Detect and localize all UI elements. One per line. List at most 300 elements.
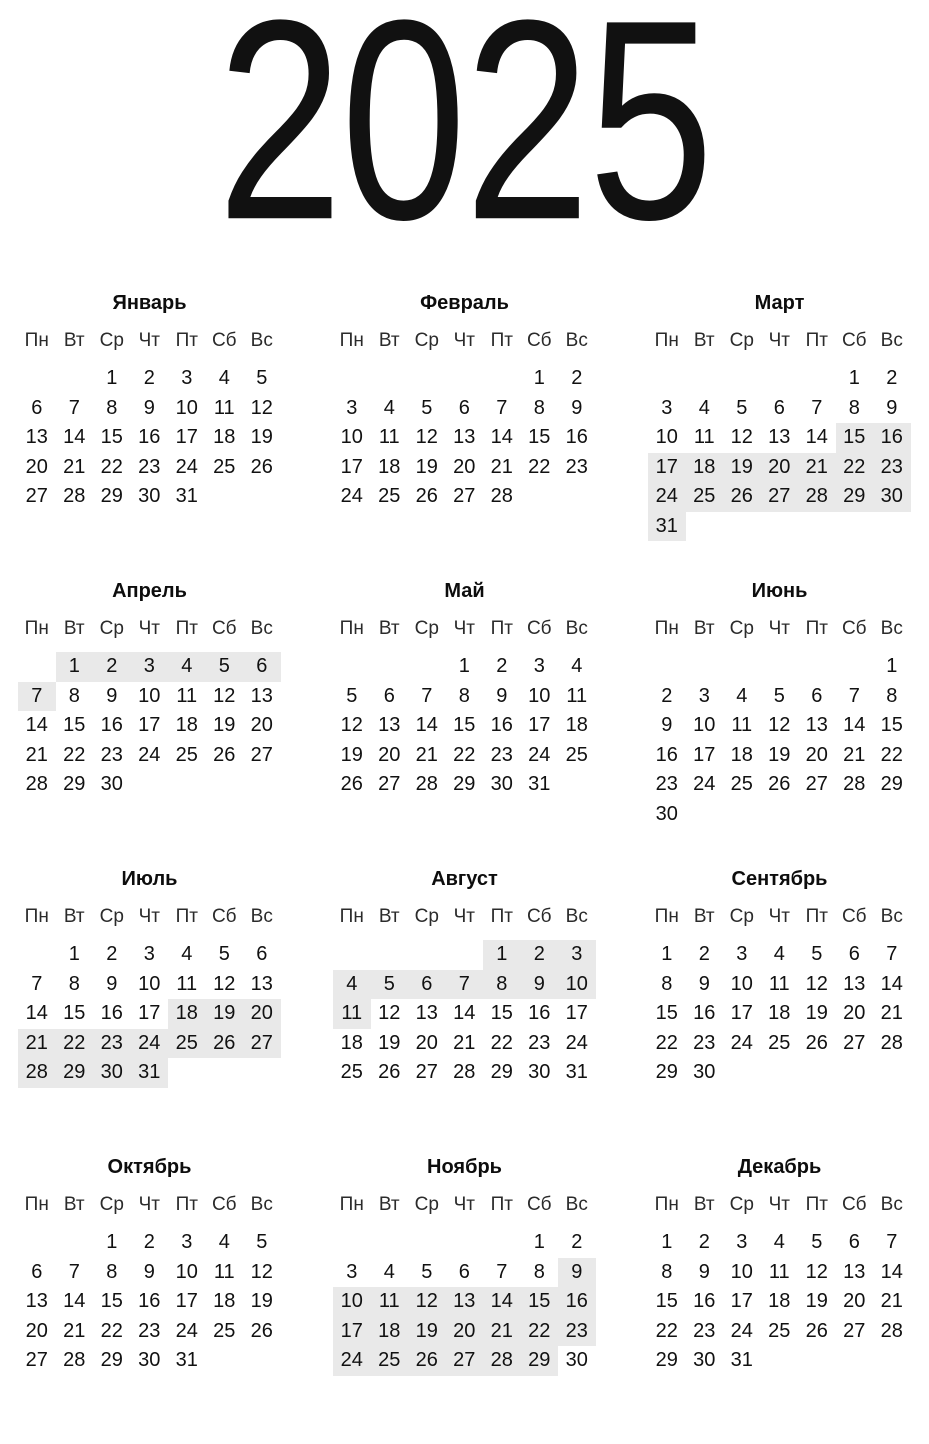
day-cell: 6	[31, 1260, 43, 1283]
day-cell: 20	[843, 1290, 866, 1312]
weekday-header: Вс	[565, 330, 588, 351]
day-cell: 18	[565, 714, 588, 736]
month-grid	[333, 326, 596, 512]
day-cell: 5	[773, 684, 785, 707]
day-cell: 28	[490, 485, 513, 507]
year-header	[0, 0, 929, 279]
day-cell: 5	[421, 396, 433, 419]
day-cell: 27	[843, 1319, 866, 1342]
day-cell: 10	[138, 972, 161, 995]
day-cell: 3	[346, 1260, 358, 1283]
day-cell: 11	[731, 714, 753, 736]
day-cell: 19	[805, 1290, 828, 1312]
day-cell: 29	[655, 1061, 678, 1083]
day-cell: 12	[415, 426, 438, 448]
day-cell: 5	[346, 684, 358, 707]
day-cell: 28	[63, 1349, 86, 1371]
empty-cell	[798, 512, 836, 542]
day-cell: 5	[421, 1260, 433, 1283]
day-cell: 15	[63, 714, 86, 736]
day-cell: 13	[453, 426, 476, 448]
day-cell: 16	[528, 1002, 551, 1024]
empty-cell	[761, 512, 799, 542]
day-cell: 9	[106, 684, 118, 707]
day-cell: 2	[143, 367, 155, 389]
empty-cell	[761, 1346, 799, 1376]
empty-cell	[836, 800, 874, 830]
day-cell: 28	[483, 1346, 521, 1376]
day-cell: 14	[415, 714, 438, 736]
day-cell: 23	[693, 1319, 716, 1342]
day-cell: 20	[761, 453, 799, 483]
day-cell: 14	[880, 1260, 903, 1283]
day-cell: 29	[880, 773, 903, 795]
empty-cell	[333, 652, 371, 682]
day-cell: 13	[843, 972, 866, 995]
day-cell: 15	[528, 426, 551, 448]
day-cell: 4	[218, 1231, 230, 1253]
weekday-header: Пн	[339, 1194, 364, 1215]
day-cell: 29	[56, 1058, 94, 1088]
day-cell: 18	[768, 1290, 791, 1312]
day-cell: 1	[533, 1231, 545, 1253]
weekday-header: Ср	[729, 330, 754, 351]
day-cell: 25	[168, 1029, 206, 1059]
day-cell: 29	[655, 1349, 678, 1371]
day-cell: 25	[371, 1346, 409, 1376]
day-cell: 15	[100, 1290, 123, 1312]
day-cell: 26	[805, 1031, 828, 1054]
empty-cell	[243, 770, 281, 800]
empty-cell	[761, 1058, 799, 1088]
month-2	[333, 292, 596, 512]
weekday-header: Вс	[565, 906, 588, 927]
weekday-header: Ср	[414, 618, 439, 639]
day-cell: 4	[383, 396, 395, 419]
weekday-header: Вс	[880, 906, 903, 927]
day-cell: 27	[250, 743, 273, 766]
weekday-header: Пт	[175, 906, 198, 927]
day-cell: 21	[18, 1029, 56, 1059]
day-cell: 31	[131, 1058, 169, 1088]
day-cell: 16	[100, 1002, 123, 1024]
day-cell: 12	[340, 714, 363, 736]
day-cell: 12	[213, 972, 236, 995]
weekday-header: Пт	[175, 1194, 198, 1215]
empty-cell	[446, 364, 484, 394]
day-cell: 5	[256, 1231, 268, 1253]
day-cell: 8	[533, 1260, 545, 1283]
day-cell: 14	[25, 714, 48, 736]
day-cell: 31	[175, 485, 198, 507]
day-cell: 9	[521, 970, 559, 1000]
day-cell: 29	[490, 1061, 513, 1083]
weekday-header: Пт	[175, 330, 198, 351]
empty-cell	[18, 940, 56, 970]
day-cell: 24	[333, 1346, 371, 1376]
day-cell: 25	[175, 743, 198, 766]
day-cell: 19	[340, 743, 363, 766]
day-cell: 4	[218, 367, 230, 389]
day-cell: 1	[661, 943, 673, 965]
day-cell: 8	[483, 970, 521, 1000]
day-cell: 30	[693, 1349, 716, 1371]
weekday-header: Пт	[805, 906, 828, 927]
day-cell: 13	[768, 426, 791, 448]
day-cell: 26	[378, 1061, 401, 1083]
day-cell: 28	[415, 773, 438, 795]
day-cell: 8	[533, 396, 545, 419]
day-cell: 26	[250, 455, 273, 478]
day-cell: 15	[521, 1287, 559, 1317]
weekday-header: Вт	[693, 906, 715, 927]
day-cell: 29	[836, 482, 874, 512]
day-cell: 2	[571, 1231, 583, 1253]
empty-cell	[558, 770, 596, 800]
months-grid	[0, 292, 929, 1444]
month-title: Декабрь	[737, 1156, 822, 1178]
weekday-header: Чт	[768, 330, 790, 351]
day-cell: 31	[175, 1349, 198, 1371]
day-cell: 30	[565, 1349, 588, 1371]
day-cell: 30	[528, 1061, 551, 1083]
weekday-header: Сб	[211, 618, 237, 639]
day-cell: 14	[490, 426, 513, 448]
day-cell: 9	[886, 396, 898, 419]
day-cell: 14	[880, 972, 903, 995]
weekday-header: Пт	[490, 618, 513, 639]
day-cell: 11	[378, 426, 400, 448]
day-cell: 23	[93, 1029, 131, 1059]
weekday-header: Пн	[654, 1194, 679, 1215]
month-8	[333, 868, 596, 1088]
day-cell: 21	[483, 1317, 521, 1347]
day-cell: 28	[453, 1061, 476, 1083]
month-grid	[648, 614, 911, 829]
day-cell: 18	[175, 714, 198, 736]
day-cell: 17	[175, 426, 198, 448]
weekday-header: Вт	[693, 618, 715, 639]
empty-cell	[168, 770, 206, 800]
empty-cell	[206, 1058, 244, 1088]
weekday-header: Вт	[63, 330, 85, 351]
day-cell: 10	[138, 684, 161, 707]
day-cell: 8	[106, 396, 118, 419]
weekday-header: Вс	[250, 618, 273, 639]
month-grid	[333, 614, 596, 800]
day-cell: 15	[655, 1290, 678, 1312]
month-grid	[18, 614, 281, 800]
month-11	[333, 1156, 596, 1376]
weekday-header: Вт	[63, 618, 85, 639]
day-cell: 24	[730, 1031, 753, 1054]
empty-cell	[18, 1228, 56, 1258]
day-cell: 24	[730, 1319, 753, 1342]
empty-cell	[723, 1058, 761, 1088]
empty-cell	[723, 652, 761, 682]
day-cell: 12	[250, 396, 273, 419]
day-cell: 21	[880, 1290, 903, 1312]
day-cell: 2	[571, 367, 583, 389]
weekday-header: Ср	[729, 906, 754, 927]
day-cell: 7	[421, 684, 433, 707]
day-cell: 27	[761, 482, 799, 512]
day-cell: 31	[730, 1349, 753, 1371]
day-cell: 23	[558, 1317, 596, 1347]
weekday-header: Пн	[24, 1194, 49, 1215]
day-cell: 29	[100, 1349, 123, 1371]
day-cell: 2	[698, 943, 710, 965]
day-cell: 12	[408, 1287, 446, 1317]
day-cell: 19	[213, 714, 236, 736]
day-cell: 15	[63, 1002, 86, 1024]
day-cell: 1	[458, 655, 470, 677]
day-cell: 6	[243, 652, 281, 682]
day-cell: 5	[736, 396, 748, 419]
day-cell: 27	[378, 773, 401, 795]
weekday-header: Сб	[841, 906, 867, 927]
weekday-header: Вт	[378, 618, 400, 639]
day-cell: 30	[138, 1349, 161, 1371]
month-title: Январь	[112, 292, 187, 314]
day-cell: 6	[383, 684, 395, 707]
empty-cell	[648, 364, 686, 394]
weekday-header: Вс	[880, 330, 903, 351]
day-cell: 30	[693, 1061, 716, 1083]
day-cell: 27	[843, 1031, 866, 1054]
day-cell: 22	[63, 743, 86, 766]
day-cell: 1	[661, 1231, 673, 1253]
empty-cell	[408, 364, 446, 394]
day-cell: 23	[873, 453, 911, 483]
day-cell: 9	[143, 1260, 155, 1283]
day-cell: 14	[843, 714, 866, 736]
day-cell: 15	[836, 423, 874, 453]
day-cell: 30	[655, 802, 678, 825]
day-cell: 10	[175, 1260, 198, 1283]
day-cell: 2	[106, 943, 118, 965]
weekday-header: Чт	[453, 906, 475, 927]
day-cell: 21	[798, 453, 836, 483]
day-cell: 9	[558, 1258, 596, 1288]
weekday-header: Пн	[339, 618, 364, 639]
day-cell: 18	[730, 743, 753, 766]
day-cell: 4	[181, 943, 193, 965]
day-cell: 22	[655, 1319, 678, 1342]
empty-cell	[686, 800, 724, 830]
month-7	[18, 868, 281, 1088]
day-cell: 20	[250, 714, 273, 736]
month-title: Февраль	[420, 292, 509, 314]
day-cell: 25	[213, 1319, 236, 1342]
day-cell: 20	[415, 1031, 438, 1054]
month-title: Август	[431, 868, 498, 890]
weekday-header: Пн	[339, 906, 364, 927]
day-cell: 5	[811, 943, 823, 965]
day-cell: 12	[730, 426, 753, 448]
day-cell: 30	[138, 485, 161, 507]
day-cell: 17	[333, 1317, 371, 1347]
day-cell: 14	[25, 1002, 48, 1024]
day-cell: 7	[886, 1231, 898, 1253]
day-cell: 30	[93, 1058, 131, 1088]
day-cell: 8	[458, 684, 470, 707]
day-cell: 7	[31, 972, 43, 995]
day-cell: 10	[558, 970, 596, 1000]
day-cell: 27	[805, 773, 828, 795]
day-cell: 9	[106, 972, 118, 995]
day-cell: 16	[565, 426, 588, 448]
day-cell: 26	[805, 1319, 828, 1342]
weekday-header: Вт	[63, 1194, 85, 1215]
day-cell: 10	[693, 714, 716, 736]
weekday-header: Вт	[63, 906, 85, 927]
day-cell: 20	[243, 999, 281, 1029]
empty-cell	[408, 652, 446, 682]
empty-cell	[56, 364, 94, 394]
weekday-header: Пн	[654, 618, 679, 639]
weekday-header: Чт	[138, 1194, 160, 1215]
weekday-header: Сб	[526, 618, 552, 639]
day-cell: 3	[181, 367, 193, 389]
day-cell: 14	[805, 426, 828, 448]
day-cell: 11	[176, 972, 198, 995]
day-cell: 6	[848, 943, 860, 965]
weekday-header: Сб	[211, 330, 237, 351]
day-cell: 17	[138, 1002, 161, 1024]
day-cell: 20	[805, 743, 828, 766]
weekday-header: Чт	[138, 618, 160, 639]
day-cell: 27	[243, 1029, 281, 1059]
day-cell: 21	[25, 743, 48, 766]
day-cell: 14	[63, 426, 86, 448]
empty-cell	[243, 482, 281, 512]
day-cell: 19	[378, 1031, 401, 1054]
day-cell: 21	[490, 455, 513, 478]
day-cell: 10	[730, 1260, 753, 1283]
empty-cell	[798, 1346, 836, 1376]
weekday-header: Сб	[526, 906, 552, 927]
day-cell: 21	[880, 1002, 903, 1024]
day-cell: 18	[768, 1002, 791, 1024]
day-cell: 12	[768, 714, 791, 736]
month-grid	[18, 902, 281, 1088]
day-cell: 26	[415, 485, 438, 507]
weekday-header: Ср	[729, 618, 754, 639]
weekday-header: Ср	[99, 330, 124, 351]
day-cell: 8	[68, 684, 80, 707]
day-cell: 15	[655, 1002, 678, 1024]
day-cell: 9	[496, 684, 508, 707]
day-cell: 5	[811, 1231, 823, 1253]
day-cell: 7	[68, 396, 80, 419]
day-cell: 9	[571, 396, 583, 419]
day-cell: 11	[213, 396, 235, 419]
day-cell: 21	[453, 1031, 476, 1054]
empty-cell	[686, 364, 724, 394]
weekday-header: Пт	[805, 330, 828, 351]
day-cell: 20	[25, 455, 48, 478]
day-cell: 21	[415, 743, 438, 766]
month-title: Ноябрь	[427, 1156, 502, 1178]
day-cell: 4	[571, 655, 583, 677]
day-cell: 9	[661, 714, 673, 736]
month-grid	[18, 1190, 281, 1376]
day-cell: 16	[138, 1290, 161, 1312]
day-cell: 1	[68, 943, 80, 965]
day-cell: 2	[496, 655, 508, 677]
day-cell: 20	[843, 1002, 866, 1024]
weekday-header: Ср	[99, 1194, 124, 1215]
empty-cell	[836, 652, 874, 682]
day-cell: 13	[378, 714, 401, 736]
empty-cell	[686, 652, 724, 682]
weekday-header: Вс	[250, 330, 273, 351]
empty-cell	[483, 364, 521, 394]
day-cell: 7	[811, 396, 823, 419]
day-cell: 24	[131, 1029, 169, 1059]
day-cell: 27	[25, 485, 48, 507]
day-cell: 8	[661, 972, 673, 995]
day-cell: 2	[698, 1231, 710, 1253]
weekday-header: Чт	[453, 618, 475, 639]
day-cell: 7	[496, 1260, 508, 1283]
day-cell: 4	[698, 396, 710, 419]
day-cell: 12	[378, 1002, 401, 1024]
weekday-header: Вт	[693, 330, 715, 351]
day-cell: 20	[378, 743, 401, 766]
day-cell: 16	[655, 743, 678, 766]
day-cell: 18	[213, 426, 236, 448]
day-cell: 28	[798, 482, 836, 512]
day-cell: 22	[56, 1029, 94, 1059]
day-cell: 11	[768, 1260, 790, 1283]
day-cell: 11	[768, 972, 790, 995]
day-cell: 25	[686, 482, 724, 512]
day-cell: 26	[206, 1029, 244, 1059]
day-cell: 17	[175, 1290, 198, 1312]
day-cell: 13	[25, 426, 48, 448]
day-cell: 15	[453, 714, 476, 736]
day-cell: 19	[408, 1317, 446, 1347]
month-10	[18, 1156, 281, 1376]
empty-cell	[798, 652, 836, 682]
day-cell: 16	[693, 1002, 716, 1024]
day-cell: 4	[168, 652, 206, 682]
day-cell: 23	[565, 455, 588, 478]
day-cell: 16	[873, 423, 911, 453]
day-cell: 24	[175, 1319, 198, 1342]
day-cell: 1	[483, 940, 521, 970]
day-cell: 21	[63, 1319, 86, 1342]
year-title: 2025	[217, 0, 712, 279]
weekday-header: Сб	[841, 1194, 867, 1215]
empty-cell	[761, 800, 799, 830]
month-grid	[333, 1190, 596, 1376]
day-cell: 2	[661, 684, 673, 707]
day-cell: 12	[805, 972, 828, 995]
empty-cell	[371, 652, 409, 682]
day-cell: 1	[106, 367, 118, 389]
day-cell: 24	[693, 773, 716, 795]
empty-cell	[408, 1228, 446, 1258]
day-cell: 29	[521, 1346, 559, 1376]
weekday-header: Чт	[138, 906, 160, 927]
day-cell: 24	[138, 743, 161, 766]
day-cell: 11	[333, 999, 371, 1029]
day-cell: 18	[686, 453, 724, 483]
day-cell: 15	[490, 1002, 513, 1024]
